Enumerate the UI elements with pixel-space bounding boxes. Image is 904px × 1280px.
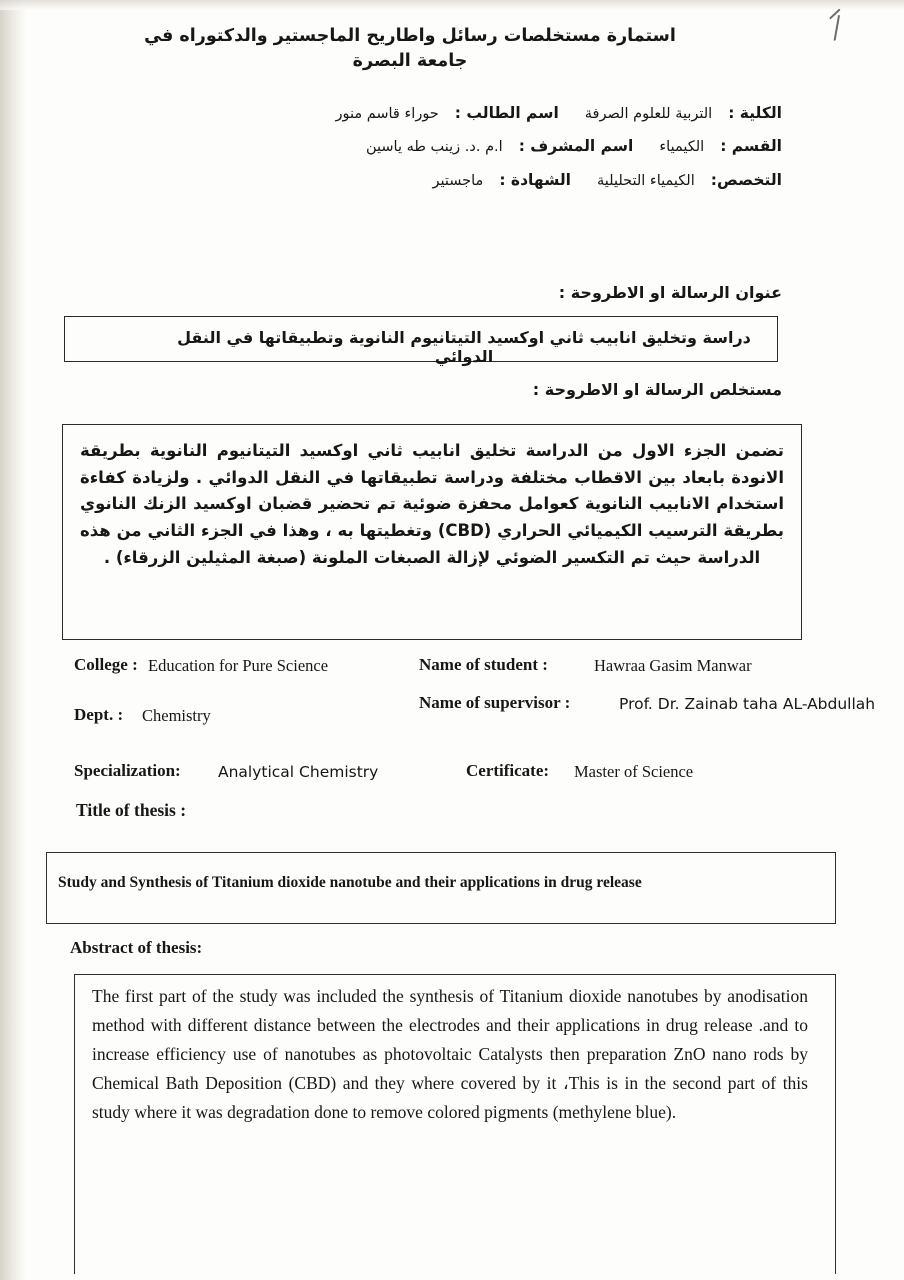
english-specialization-label: Specialization: [74,761,181,780]
arabic-abstract-label: مستخلص الرسالة او الاطروحة : [532,380,782,399]
arabic-thesis-title-label: عنوان الرسالة او الاطروحة : [558,283,782,302]
arabic-specialization-label: التخصص: [710,170,782,189]
arabic-student-value: حوراء قاسم منور [335,106,439,122]
english-abstract-text: The first part of the study was included the synthesis of Titanium dioxide nanotubes by anodisation method with different distance between the electrodes and their applications in drug release .and to increase efficiency use of nanotubes as photovoltaic Catalysts then preparation ZnO nano rods by Chemical Bath Deposition (CBD) and they where covered by it ،This is in the second part of this study where it was degradation done to remove colored pigments (methylene blue). [92,986,808,1122]
scan-edge-top [0,0,904,10]
arabic-dept-value: الكيمياء [659,139,705,156]
arabic-row-dept-supervisor [222,137,782,156]
english-student-value: Hawraa Gasim Manwar [594,656,752,675]
english-student-label: Name of student : [419,655,548,674]
arabic-abstract-text: تضمن الجزء الاول من الدراسة تخليق انابيب ثاني اوكسيد التيتانيوم النانوية بطريقة الانودة بابعاد بين الاقطاب مختلفة ودراسة تطبيقاتها في النقل الدوائي . ولزيادة كفاءة استخدام الانابيب النانوية كعوامل محفزة ضوئية تم تحضير قضبان اوكسيد الزنك النانوي بطريقة الترسيب الكيميائي الحراري (CBD) وتغطيتها به ، وهذا في الجزء الثاني من هذه الدراسة حيث تم التكسير الضوئي لإزالة الصبغات الملونة (صبغة المثيلين الزرقاء) . [80,441,784,567]
english-row-college-student [74,655,864,693]
english-abstract-label: Abstract of thesis: [70,938,203,957]
english-certificate-value: Master of Science [574,762,694,781]
english-dept-label: Dept. : [74,705,124,724]
document-title: استمارة مستخلصات رسائل واطاريح الماجستير والدكتوراه في جامعة البصرة [144,26,676,71]
arabic-supervisor-label: اسم المشرف : [518,137,634,156]
english-dept-value: Chemistry [142,706,211,725]
arabic-row-specialization-certificate [222,171,782,190]
arabic-dept-label: القسم : [720,137,782,156]
arabic-certificate-value: ماجستير [432,172,484,189]
arabic-college-value: التربية للعلوم الصرفة [584,106,713,122]
arabic-specialization-value: الكيمياء التحليلية [597,172,695,189]
english-supervisor-value: Prof. Dr. Zainab taha AL-Abdullah [619,695,876,713]
arabic-row-college-student [222,104,782,123]
arabic-college-label: الكلية : [728,104,782,122]
english-certificate-label: Certificate: [466,761,550,780]
scan-edge-left [0,0,26,1280]
english-college-label: College : [74,655,138,674]
handwritten-corner-mark [821,15,868,70]
english-specialization-value: Analytical Chemistry [218,763,379,781]
english-thesis-title-value: Study and Synthesis of Titanium dioxide nanotube and their applications in drug release [58,874,642,891]
arabic-supervisor-value: ا.م .د. زينب طه ياسين [365,139,503,156]
english-info-block [74,655,876,807]
english-college-value: Education for Pure Science [148,656,329,675]
english-row-specialization-certificate [74,761,864,807]
arabic-certificate-label: الشهادة : [499,170,571,189]
english-thesis-title-label: Title of thesis : [76,800,187,820]
arabic-info-block [222,104,782,204]
arabic-thesis-title-value: دراسة وتخليق انابيب ثاني اوكسيد التيتانيوم النانوية وتطبيقاتها في النقل الدوائي [177,328,751,366]
english-supervisor-label: Name of supervisor : [419,693,571,712]
arabic-student-label: اسم الطالب : [454,104,559,122]
